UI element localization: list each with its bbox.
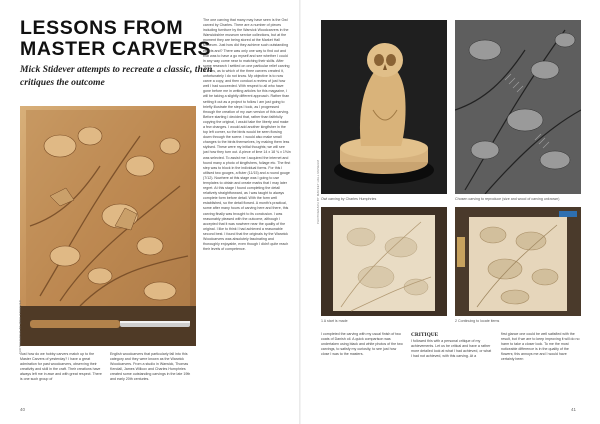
critique-heading: CRITIQUE (411, 332, 439, 338)
page-gutter (299, 0, 301, 424)
article-title: LESSONS FROM MASTER CARVERS (20, 17, 212, 60)
caption-owl: Owl carving by Charles Humphries (321, 197, 377, 201)
start-photo (321, 207, 447, 316)
start-image (321, 207, 447, 316)
author-name: Mick Stidever (20, 64, 75, 75)
standfirst-text: attempts to recreate a classic, then critiques the outcome (20, 64, 213, 88)
owl-carving-image (321, 20, 447, 194)
original-fern-carving-image (455, 20, 581, 194)
body-column-top: The one carving that many may have seen is the Owl carved by Charles. There are a number of pieces including furniture by the Wanvick Woodcarvers in the Warwickshire museum service collections, but at the moment they are being stored at the Market Hall Museum. Just how did they achieve such outstanding effects and? There was only one way to find out and that was to have a go myself and see whether I could in any way come near to matching their skills. After some research I settled on one particular relief carving of ferns, as to which of the three carvers created it, unfortunately I do not know. My objective is to now carve a copy, and then conduct a review of just how well I had succeeded. With respect to all who have gone before me in writing articles for this magazine, I will be taking a slightly different approach. Rather than setting it out as a project to follow I am just going to briefly illustrate the steps I took, as I progressed through the creation of my own version of this carving. Before starting I decided that, rather than faithfully copying the original, I would take the liberty and make a few changes. I would add another kingfisher in the top left corner, so the birds would be seen flowing down through the scene. I would also make small changes to the birds themselves, by making them less stylised. These were my initial thoughts; we will see just how they turn out. A piece of lime 14 x 18 ¾ x 1⅝in was selected. To assist me I acquired the internet and found many a photo of kingfishers, foliage etc. The first step was to block in the individual forms. For this I utilised two gouges, a fluter (11/15) and a round gouge (7/12). Nowhere at this stage was I going to use templates to obtain and create marks that I may later regret. At this stage I found completing the detail relatively straightforward, as I was taught to always complete form before detail. With the form well established, so the detail flowed. A month's practical, some after many hours of carving here and there, this carving finally was brought to its conclusion. I was reasonably pleased with the outcome, although I accepted that it was nowhere near the quality of the original. I like to think I had achieved a reasonable second best. I found that the originals by the Warwick Woodcarvers was absolutely fascinating and thoroughly enjoyable, even though I didn't quite reach their levels of competence. (203, 18, 291, 252)
caption-start: 1 A start is made (321, 319, 348, 323)
fern-carving-photo (20, 106, 196, 346)
owl-carving-photo (321, 20, 447, 194)
body-column-right-1: I completed the carving with my usual finish of two coats of Danish oil. A quick comparison was undertaken using black and white photos of the two carvings, to satisfy my curiosity, to see just how close I was to the masters. (321, 332, 403, 357)
page-number-right: 41 (571, 407, 577, 412)
caption-continuing: 2 Continuing to locate items (455, 319, 500, 323)
continuing-photo (455, 207, 581, 316)
continuing-image (455, 207, 581, 316)
critique-text: I followed this with a personal critique of my achievements. Let us be critical and have a rather more detailed look at what I had achieved, or what I had not achieved, with this carving. At a (411, 339, 492, 359)
standfirst (20, 64, 220, 89)
left-photo-credit: PHOTOGRAPHS BY MICK STIDEVER (18, 300, 22, 355)
page-number-left: 40 (20, 407, 26, 412)
fern-carving-image (20, 106, 196, 346)
body-column-bottom-1: Just how do we hobby carvers match up to the Master Carvers of yesterday? I have a great admiration for past woodcarvers, observing their creativity and skill in the craft. Their creations have always left me in awe and with great respect. There is one such group of (20, 352, 102, 382)
right-photo-credit: PHOTOGRAPH BY MARKET HALL MUSEUM (316, 160, 320, 224)
caption-fern: Chosen carving to reproduce (size and wood of carving unknown) (455, 197, 560, 201)
body-column-right-2 (411, 332, 493, 406)
body-column-right-3: first glance one could be well satisfied with the result, but if we are to keep improving it will do no harm to take a closer look. To me the most noticeable difference is in the quality of the flowers; this annoys me and I would have certainly been (501, 332, 580, 362)
original-fern-carving-photo (455, 20, 581, 194)
body-column-bottom-2: English woodcarvers that particularly fall into this category and they were known as the Warwick Woodcarvers. From a studio in Warwick, Thomas Kendall, James Willcox and Charles Humphries created some outstanding carvings in the late 19th and early 20th centuries. (110, 352, 191, 382)
